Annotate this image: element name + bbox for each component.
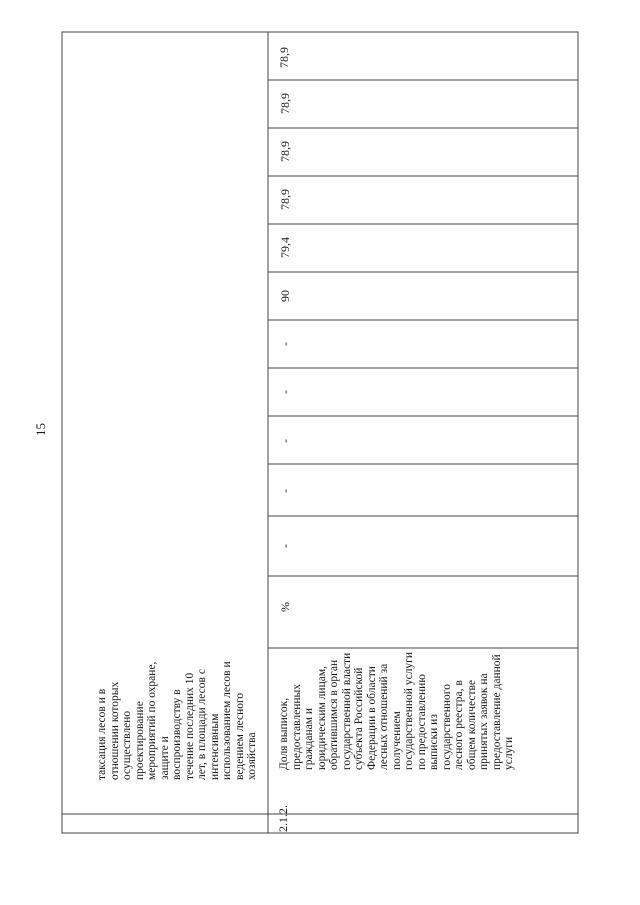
text-line: использованием лесов и [221, 661, 233, 780]
row-2-1-2-text [278, 652, 516, 770]
text-line: защите и [158, 736, 171, 780]
text-line: интенсивным [208, 713, 221, 780]
text-line: гражданам и [303, 707, 315, 770]
text-line: выписки из [428, 714, 440, 770]
text-line: государственного [440, 684, 453, 770]
value-cell: 78,9 [278, 141, 292, 162]
text-line: предоставление данной [490, 654, 503, 770]
value-cell: - [278, 342, 292, 346]
text-line: Доля выписок, [278, 697, 290, 770]
unit-cell: % [278, 602, 292, 612]
text-line: мероприятий по охране, [146, 661, 158, 780]
text-line: лет, в площади лесов с [196, 669, 208, 780]
text-line: государственной власти [340, 652, 353, 770]
text-line: государственной услуги [403, 651, 415, 770]
text-line: хозяйства [246, 732, 258, 780]
text-line: воспроизводству в [171, 689, 183, 780]
value-cell: 90 [278, 290, 292, 302]
text-line: Федерации в области [365, 666, 378, 770]
text-line: ведением лесного [233, 692, 246, 780]
text-line: проектирование [133, 701, 146, 780]
text-line: принятых заявок на [478, 673, 490, 770]
text-line: таксация лесов и в [96, 688, 108, 780]
text-line: отношении которых [108, 681, 121, 780]
value-cell: 79,4 [278, 237, 292, 258]
value-cell: - [278, 489, 292, 493]
text-line: по предоставлению [415, 674, 428, 770]
text-line: общем количестве [465, 680, 478, 770]
value-cell: 78,9 [278, 93, 292, 114]
text-line: осуществлено [121, 710, 133, 780]
text-line: юридическим лицам, [315, 666, 328, 770]
text-line: лесного реестра, в [453, 680, 465, 770]
value-cell: - [278, 439, 292, 443]
value-cell: - [278, 544, 292, 548]
row-number: 2.1.2. [276, 805, 290, 832]
text-line: обратившимся в орган [328, 659, 340, 770]
text-line: услуги [503, 736, 515, 770]
value-cell: 78,9 [278, 189, 292, 210]
continued-row-text [96, 661, 259, 780]
value-cell: - [278, 390, 292, 394]
continued-row-value: 78,9 [277, 47, 291, 68]
text-line: субъекта Российской [353, 667, 365, 770]
text-line: лесных отношений за [378, 663, 390, 770]
text-line: получением [390, 711, 403, 770]
text-line: предоставленных [290, 683, 303, 770]
text-line: течение последних 10 [183, 672, 196, 780]
page-number: 15 [33, 423, 48, 436]
